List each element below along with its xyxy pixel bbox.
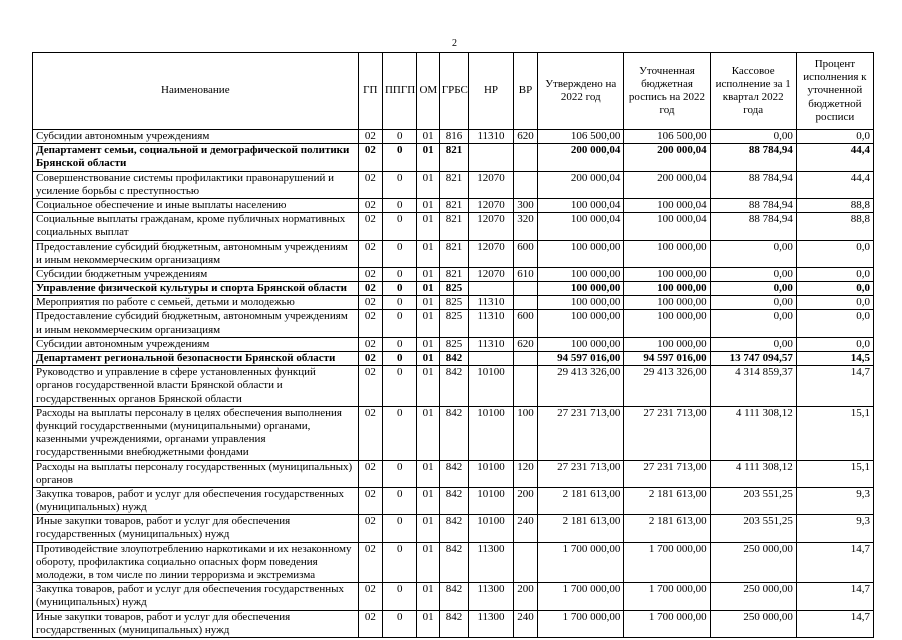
pgp-cell: 0 (382, 542, 416, 583)
pgp-cell: 0 (382, 406, 416, 460)
gp-cell: 02 (358, 542, 382, 583)
report-table (32, 52, 874, 638)
om-cell: 01 (417, 583, 439, 610)
name-cell: Совершенствование системы профилактики правонарушений и усиление борьбы с преступностью (33, 171, 359, 198)
table-row (33, 310, 874, 337)
name-cell: Департамент региональной безопасности Брянской области (33, 352, 359, 366)
pgp-cell: 0 (382, 610, 416, 637)
name-cell: Закупка товаров, работ и услуг для обеспечения государственных (муниципальных) нужд (33, 487, 359, 514)
executed-cell: 0,00 (710, 296, 796, 310)
revised-cell: 2 181 613,00 (624, 515, 710, 542)
revised-cell: 200 000,04 (624, 144, 710, 171)
nr-cell: 12070 (469, 240, 514, 267)
name-cell: Руководство и управление в сфере установленных функций органов государственной власти Брянской области и государственных органов Брянской области (33, 366, 359, 407)
pgp-cell: 0 (382, 267, 416, 281)
revised-cell: 106 500,00 (624, 130, 710, 144)
om-cell: 01 (417, 296, 439, 310)
percent-cell: 14,7 (796, 542, 873, 583)
pgp-cell: 0 (382, 515, 416, 542)
header-grbs: ГРБС (439, 53, 468, 130)
om-cell: 01 (417, 310, 439, 337)
name-cell: Предоставление субсидий бюджетным, автономным учреждениям и иным некоммерческим организациям (33, 240, 359, 267)
approved-cell: 100 000,00 (538, 267, 624, 281)
percent-cell: 88,8 (796, 213, 873, 240)
approved-cell: 100 000,04 (538, 213, 624, 240)
table-row (33, 542, 874, 583)
revised-cell: 94 597 016,00 (624, 352, 710, 366)
percent-cell: 9,3 (796, 515, 873, 542)
table-row (33, 213, 874, 240)
percent-cell: 15,1 (796, 406, 873, 460)
table-row (33, 406, 874, 460)
percent-cell: 0,0 (796, 310, 873, 337)
pgp-cell: 0 (382, 296, 416, 310)
revised-cell: 100 000,04 (624, 213, 710, 240)
om-cell: 01 (417, 515, 439, 542)
vr-cell: 200 (513, 583, 537, 610)
nr-cell: 11310 (469, 310, 514, 337)
gp-cell: 02 (358, 130, 382, 144)
revised-cell: 100 000,00 (624, 310, 710, 337)
vr-cell: 600 (513, 310, 537, 337)
percent-cell: 44,4 (796, 171, 873, 198)
gp-cell: 02 (358, 352, 382, 366)
vr-cell: 100 (513, 406, 537, 460)
om-cell: 01 (417, 213, 439, 240)
pgp-cell: 0 (382, 366, 416, 407)
nr-cell: 11310 (469, 130, 514, 144)
name-cell: Мероприятия по работе с семьей, детьми и молодежью (33, 296, 359, 310)
gp-cell: 02 (358, 267, 382, 281)
percent-cell: 9,3 (796, 487, 873, 514)
revised-cell: 100 000,04 (624, 198, 710, 212)
name-cell: Субсидии бюджетным учреждениям (33, 267, 359, 281)
table-row (33, 337, 874, 351)
nr-cell: 12070 (469, 171, 514, 198)
grbs-cell: 842 (439, 366, 468, 407)
nr-cell: 10100 (469, 487, 514, 514)
grbs-cell: 821 (439, 171, 468, 198)
revised-cell: 100 000,00 (624, 240, 710, 267)
percent-cell: 0,0 (796, 130, 873, 144)
vr-cell: 320 (513, 213, 537, 240)
vr-cell: 620 (513, 337, 537, 351)
nr-cell: 11300 (469, 583, 514, 610)
grbs-cell: 842 (439, 515, 468, 542)
grbs-cell: 825 (439, 337, 468, 351)
table-row (33, 282, 874, 296)
gp-cell: 02 (358, 282, 382, 296)
header-name: Наименование (33, 53, 359, 130)
header-executed: Кассовое исполнение за 1 квартал 2022 года (710, 53, 796, 130)
percent-cell: 14,7 (796, 366, 873, 407)
table-row (33, 240, 874, 267)
vr-cell: 200 (513, 487, 537, 514)
name-cell: Социальные выплаты гражданам, кроме публичных нормативных социальных выплат (33, 213, 359, 240)
executed-cell: 88 784,94 (710, 213, 796, 240)
approved-cell: 1 700 000,00 (538, 542, 624, 583)
approved-cell: 94 597 016,00 (538, 352, 624, 366)
grbs-cell: 825 (439, 296, 468, 310)
nr-cell: 10100 (469, 515, 514, 542)
pgp-cell: 0 (382, 337, 416, 351)
approved-cell: 100 000,00 (538, 337, 624, 351)
table-body (33, 130, 874, 638)
grbs-cell: 825 (439, 282, 468, 296)
executed-cell: 0,00 (710, 267, 796, 281)
om-cell: 01 (417, 487, 439, 514)
vr-cell: 240 (513, 515, 537, 542)
approved-cell: 106 500,00 (538, 130, 624, 144)
grbs-cell: 842 (439, 542, 468, 583)
table-row (33, 583, 874, 610)
grbs-cell: 816 (439, 130, 468, 144)
om-cell: 01 (417, 130, 439, 144)
table-row (33, 171, 874, 198)
revised-cell: 1 700 000,00 (624, 583, 710, 610)
om-cell: 01 (417, 267, 439, 281)
revised-cell: 1 700 000,00 (624, 542, 710, 583)
nr-cell: 12070 (469, 267, 514, 281)
revised-cell: 1 700 000,00 (624, 610, 710, 637)
revised-cell: 2 181 613,00 (624, 487, 710, 514)
vr-cell: 240 (513, 610, 537, 637)
revised-cell: 100 000,00 (624, 267, 710, 281)
nr-cell (469, 144, 514, 171)
executed-cell: 88 784,94 (710, 144, 796, 171)
executed-cell: 0,00 (710, 282, 796, 296)
vr-cell (513, 171, 537, 198)
executed-cell: 0,00 (710, 240, 796, 267)
pgp-cell: 0 (382, 130, 416, 144)
gp-cell: 02 (358, 337, 382, 351)
pgp-cell: 0 (382, 460, 416, 487)
grbs-cell: 821 (439, 240, 468, 267)
header-om: ОМ (417, 53, 439, 130)
om-cell: 01 (417, 171, 439, 198)
pgp-cell: 0 (382, 171, 416, 198)
table-row (33, 267, 874, 281)
gp-cell: 02 (358, 460, 382, 487)
vr-cell (513, 282, 537, 296)
om-cell: 01 (417, 542, 439, 583)
approved-cell: 29 413 326,00 (538, 366, 624, 407)
gp-cell: 02 (358, 515, 382, 542)
approved-cell: 100 000,04 (538, 198, 624, 212)
executed-cell: 0,00 (710, 337, 796, 351)
nr-cell: 10100 (469, 366, 514, 407)
revised-cell: 100 000,00 (624, 282, 710, 296)
grbs-cell: 821 (439, 213, 468, 240)
table-row (33, 130, 874, 144)
percent-cell: 14,5 (796, 352, 873, 366)
percent-cell: 0,0 (796, 282, 873, 296)
vr-cell (513, 352, 537, 366)
header-percent: Процент исполнения к уточненной бюджетной росписи (796, 53, 873, 130)
grbs-cell: 821 (439, 267, 468, 281)
grbs-cell: 842 (439, 487, 468, 514)
approved-cell: 100 000,00 (538, 310, 624, 337)
vr-cell (513, 296, 537, 310)
executed-cell: 250 000,00 (710, 610, 796, 637)
header-vr: ВР (513, 53, 537, 130)
vr-cell: 620 (513, 130, 537, 144)
pgp-cell: 0 (382, 198, 416, 212)
vr-cell (513, 144, 537, 171)
pgp-cell: 0 (382, 213, 416, 240)
vr-cell: 600 (513, 240, 537, 267)
approved-cell: 100 000,00 (538, 240, 624, 267)
grbs-cell: 842 (439, 406, 468, 460)
table-row (33, 366, 874, 407)
gp-cell: 02 (358, 610, 382, 637)
approved-cell: 200 000,04 (538, 171, 624, 198)
nr-cell: 11310 (469, 296, 514, 310)
name-cell: Управление физической культуры и спорта Брянской области (33, 282, 359, 296)
grbs-cell: 842 (439, 352, 468, 366)
executed-cell: 0,00 (710, 130, 796, 144)
approved-cell: 27 231 713,00 (538, 406, 624, 460)
header-pgp: ППГП (382, 53, 416, 130)
om-cell: 01 (417, 352, 439, 366)
percent-cell: 14,7 (796, 583, 873, 610)
table-row (33, 515, 874, 542)
executed-cell: 88 784,94 (710, 198, 796, 212)
executed-cell: 203 551,25 (710, 515, 796, 542)
gp-cell: 02 (358, 296, 382, 310)
approved-cell: 2 181 613,00 (538, 515, 624, 542)
vr-cell (513, 542, 537, 583)
table-row (33, 144, 874, 171)
executed-cell: 250 000,00 (710, 542, 796, 583)
om-cell: 01 (417, 198, 439, 212)
executed-cell: 88 784,94 (710, 171, 796, 198)
om-cell: 01 (417, 282, 439, 296)
pgp-cell: 0 (382, 310, 416, 337)
revised-cell: 200 000,04 (624, 171, 710, 198)
approved-cell: 27 231 713,00 (538, 460, 624, 487)
gp-cell: 02 (358, 487, 382, 514)
vr-cell: 300 (513, 198, 537, 212)
executed-cell: 13 747 094,57 (710, 352, 796, 366)
percent-cell: 0,0 (796, 240, 873, 267)
table-row (33, 610, 874, 637)
table-header (33, 53, 874, 130)
grbs-cell: 842 (439, 610, 468, 637)
name-cell: Расходы на выплаты персоналу государственных (муниципальных) органов (33, 460, 359, 487)
pgp-cell: 0 (382, 282, 416, 296)
nr-cell: 12070 (469, 213, 514, 240)
nr-cell (469, 282, 514, 296)
executed-cell: 203 551,25 (710, 487, 796, 514)
grbs-cell: 821 (439, 144, 468, 171)
percent-cell: 14,7 (796, 610, 873, 637)
header-gp: ГП (358, 53, 382, 130)
name-cell: Иные закупки товаров, работ и услуг для обеспечения государственных (муниципальных) нужд (33, 515, 359, 542)
executed-cell: 4 111 308,12 (710, 406, 796, 460)
percent-cell: 0,0 (796, 337, 873, 351)
percent-cell: 0,0 (796, 267, 873, 281)
gp-cell: 02 (358, 583, 382, 610)
name-cell: Иные закупки товаров, работ и услуг для обеспечения государственных (муниципальных) нужд (33, 610, 359, 637)
om-cell: 01 (417, 610, 439, 637)
nr-cell: 10100 (469, 460, 514, 487)
grbs-cell: 825 (439, 310, 468, 337)
name-cell: Субсидии автономным учреждениям (33, 130, 359, 144)
page-number: 2 (452, 38, 457, 49)
pgp-cell: 0 (382, 487, 416, 514)
om-cell: 01 (417, 240, 439, 267)
table-row (33, 487, 874, 514)
gp-cell: 02 (358, 406, 382, 460)
percent-cell: 15,1 (796, 460, 873, 487)
nr-cell (469, 352, 514, 366)
executed-cell: 250 000,00 (710, 583, 796, 610)
header-revised: Уточненная бюджетная роспись на 2022 год (624, 53, 710, 130)
revised-cell: 100 000,00 (624, 296, 710, 310)
gp-cell: 02 (358, 144, 382, 171)
grbs-cell: 842 (439, 583, 468, 610)
approved-cell: 2 181 613,00 (538, 487, 624, 514)
nr-cell: 11300 (469, 542, 514, 583)
om-cell: 01 (417, 337, 439, 351)
name-cell: Противодействие злоупотреблению наркотиками и их незаконному обороту, профилактика социально опасных форм поведения молодежи, в том числе по линии терроризма и экстремизма (33, 542, 359, 583)
pgp-cell: 0 (382, 352, 416, 366)
header-nr: НР (469, 53, 514, 130)
pgp-cell: 0 (382, 240, 416, 267)
gp-cell: 02 (358, 171, 382, 198)
percent-cell: 44,4 (796, 144, 873, 171)
table-row (33, 198, 874, 212)
approved-cell: 100 000,00 (538, 296, 624, 310)
revised-cell: 29 413 326,00 (624, 366, 710, 407)
om-cell: 01 (417, 144, 439, 171)
executed-cell: 4 111 308,12 (710, 460, 796, 487)
approved-cell: 1 700 000,00 (538, 583, 624, 610)
grbs-cell: 842 (439, 460, 468, 487)
name-cell: Расходы на выплаты персоналу в целях обеспечения выполнения функций государственными (муниципальными) органами, казенными учреждениями, органами управления государственными внебюджетными фондами (33, 406, 359, 460)
gp-cell: 02 (358, 240, 382, 267)
percent-cell: 88,8 (796, 198, 873, 212)
vr-cell (513, 366, 537, 407)
nr-cell: 11300 (469, 610, 514, 637)
gp-cell: 02 (358, 366, 382, 407)
pgp-cell: 0 (382, 144, 416, 171)
nr-cell: 11310 (469, 337, 514, 351)
name-cell: Субсидии автономным учреждениям (33, 337, 359, 351)
header-approved: Утверждено на 2022 год (538, 53, 624, 130)
grbs-cell: 821 (439, 198, 468, 212)
revised-cell: 100 000,00 (624, 337, 710, 351)
pgp-cell: 0 (382, 583, 416, 610)
approved-cell: 1 700 000,00 (538, 610, 624, 637)
gp-cell: 02 (358, 310, 382, 337)
table-row (33, 460, 874, 487)
name-cell: Департамент семьи, социальной и демографической политики Брянской области (33, 144, 359, 171)
percent-cell: 0,0 (796, 296, 873, 310)
vr-cell: 120 (513, 460, 537, 487)
gp-cell: 02 (358, 213, 382, 240)
executed-cell: 0,00 (710, 310, 796, 337)
approved-cell: 100 000,00 (538, 282, 624, 296)
approved-cell: 200 000,04 (538, 144, 624, 171)
revised-cell: 27 231 713,00 (624, 406, 710, 460)
om-cell: 01 (417, 366, 439, 407)
revised-cell: 27 231 713,00 (624, 460, 710, 487)
table-row (33, 352, 874, 366)
name-cell: Предоставление субсидий бюджетным, автономным учреждениям и иным некоммерческим организациям (33, 310, 359, 337)
vr-cell: 610 (513, 267, 537, 281)
gp-cell: 02 (358, 198, 382, 212)
name-cell: Закупка товаров, работ и услуг для обеспечения государственных (муниципальных) нужд (33, 583, 359, 610)
nr-cell: 12070 (469, 198, 514, 212)
nr-cell: 10100 (469, 406, 514, 460)
om-cell: 01 (417, 460, 439, 487)
name-cell: Социальное обеспечение и иные выплаты населению (33, 198, 359, 212)
executed-cell: 4 314 859,37 (710, 366, 796, 407)
table-row (33, 296, 874, 310)
om-cell: 01 (417, 406, 439, 460)
